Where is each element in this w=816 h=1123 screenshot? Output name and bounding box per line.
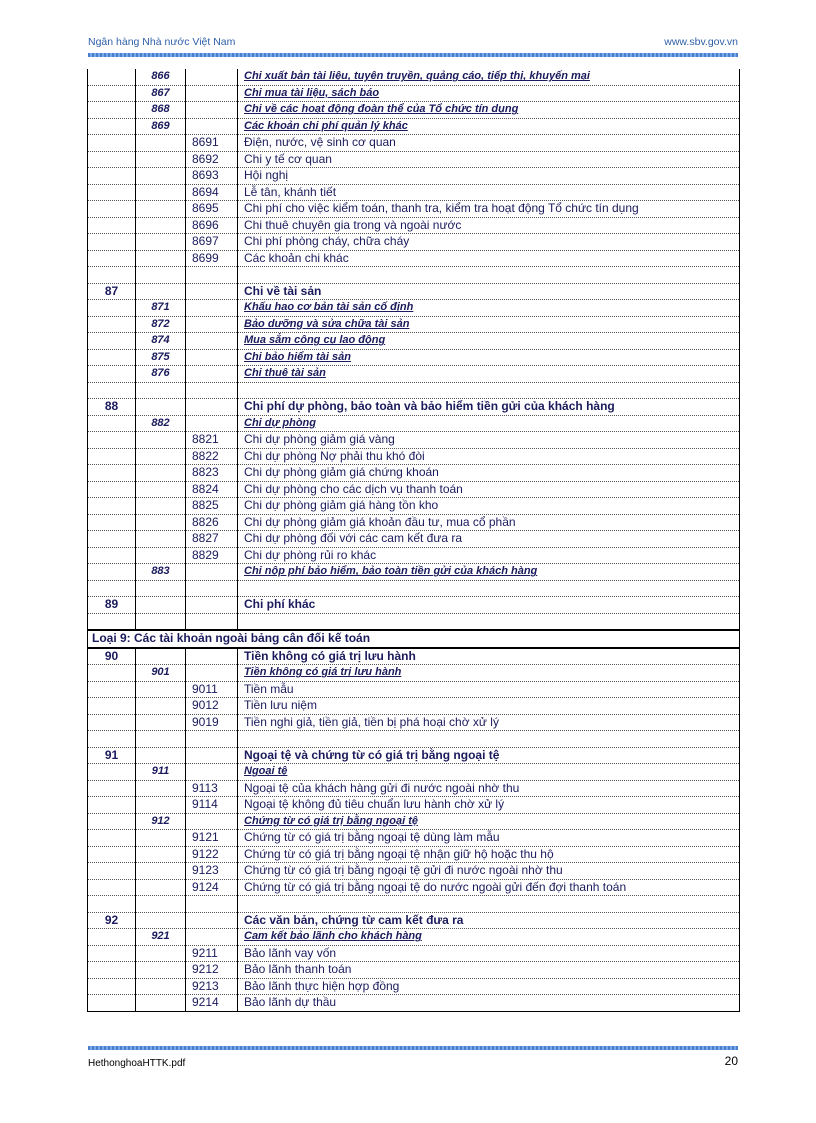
account-level1-cell: [88, 250, 136, 267]
account-level1-cell: [88, 102, 136, 119]
table-row: [88, 300, 740, 317]
account-level3-cell: [186, 597, 238, 614]
account-name-cell: Bảo lãnh thực hiện hợp đồng: [238, 978, 740, 995]
account-level2-cell: 882: [136, 415, 186, 432]
table-row: [88, 267, 740, 284]
account-level2-cell: [136, 382, 186, 399]
account-level3-cell: 8822: [186, 448, 238, 465]
account-name-cell: Chứng từ có giá trị bằng ngoại tệ dùng làm mẫu: [238, 830, 740, 847]
account-name-cell: Chi dự phòng rủi ro khác: [238, 547, 740, 564]
table-row: [88, 514, 740, 531]
table-row: [88, 415, 740, 432]
table-row: [88, 597, 740, 614]
account-level1-cell: [88, 85, 136, 102]
account-level3-cell: [186, 267, 238, 284]
account-level2-cell: [136, 250, 186, 267]
account-name-cell: Chi thuê tài sản: [238, 366, 740, 383]
account-name-cell: Chi phí cho việc kiểm toán, thanh tra, kiểm tra hoạt động Tổ chức tín dụng: [238, 201, 740, 218]
account-level3-cell: 8694: [186, 184, 238, 201]
account-name-cell: Tiền nghi giả, tiền giả, tiền bị phá hoại chờ xử lý: [238, 714, 740, 731]
account-level3-cell: 9212: [186, 962, 238, 979]
account-name-cell: Chi dự phòng: [238, 415, 740, 432]
account-name-cell: Chứng từ có giá trị bằng ngoại tệ gửi đi nước ngoài nhờ thu: [238, 863, 740, 880]
account-level3-cell: [186, 333, 238, 350]
account-level3-cell: 9114: [186, 797, 238, 814]
account-level3-cell: [186, 399, 238, 416]
account-level3-cell: 9012: [186, 698, 238, 715]
account-level2-cell: [136, 747, 186, 764]
table-row: [88, 118, 740, 135]
account-level3-cell: [186, 580, 238, 597]
account-level1-cell: [88, 731, 136, 748]
account-name-cell: Bảo dưỡng và sửa chữa tài sản: [238, 316, 740, 333]
table-row: [88, 283, 740, 300]
account-level2-cell: [136, 731, 186, 748]
table-row: [88, 366, 740, 383]
account-level1-cell: [88, 580, 136, 597]
table-row: [88, 234, 740, 251]
account-name-cell: [238, 896, 740, 913]
account-level3-cell: 8827: [186, 531, 238, 548]
table-row: [88, 498, 740, 515]
account-level2-cell: [136, 962, 186, 979]
page-header: [88, 36, 738, 52]
account-level1-cell: [88, 382, 136, 399]
account-level1-cell: [88, 316, 136, 333]
account-level1-cell: [88, 349, 136, 366]
table-row: [88, 349, 740, 366]
table-row: [88, 448, 740, 465]
table-row: [88, 929, 740, 946]
account-level2-cell: 876: [136, 366, 186, 383]
account-level1-cell: [88, 201, 136, 218]
account-level3-cell: [186, 118, 238, 135]
account-level3-cell: [186, 366, 238, 383]
table-row: [88, 945, 740, 962]
account-level1-cell: [88, 613, 136, 630]
account-level1-cell: [88, 481, 136, 498]
account-level3-cell: [186, 813, 238, 830]
account-level1-cell: 89: [88, 597, 136, 614]
table-row: [88, 731, 740, 748]
account-level3-cell: [186, 912, 238, 929]
account-name-cell: Bảo lãnh thanh toán: [238, 962, 740, 979]
account-level2-cell: [136, 399, 186, 416]
account-name-cell: Chứng từ có giá trị bằng ngoại tệ: [238, 813, 740, 830]
account-name-cell: Chi phí dự phòng, bảo toàn và bảo hiểm tiền gửi của khách hàng: [238, 399, 740, 416]
account-level2-cell: [136, 797, 186, 814]
header-rule: [88, 53, 738, 57]
table-row: [88, 780, 740, 797]
account-level3-cell: [186, 69, 238, 85]
account-name-cell: [238, 267, 740, 284]
account-level2-cell: [136, 432, 186, 449]
account-name-cell: Ngoại tệ của khách hàng gửi đi nước ngoài nhờ thu: [238, 780, 740, 797]
table-row: [88, 863, 740, 880]
account-level1-cell: [88, 151, 136, 168]
table-row: [88, 333, 740, 350]
account-name-cell: Tiền không có giá trị lưu hành: [238, 648, 740, 665]
account-level3-cell: [186, 764, 238, 781]
account-level1-cell: 92: [88, 912, 136, 929]
account-level2-cell: 871: [136, 300, 186, 317]
account-name-cell: Chi xuất bản tài liệu, tuyên truyền, quảng cáo, tiếp thị, khuyến mại: [238, 69, 740, 85]
account-level3-cell: 8826: [186, 514, 238, 531]
account-level2-cell: [136, 580, 186, 597]
account-level1-cell: [88, 465, 136, 482]
account-level1-cell: 90: [88, 648, 136, 665]
account-level1-cell: [88, 366, 136, 383]
account-level2-cell: [136, 978, 186, 995]
account-level2-cell: [136, 184, 186, 201]
account-level3-cell: [186, 415, 238, 432]
account-level2-cell: [136, 714, 186, 731]
account-level3-cell: [186, 349, 238, 366]
table-row: [88, 85, 740, 102]
account-level3-cell: 9122: [186, 846, 238, 863]
account-level2-cell: [136, 514, 186, 531]
account-level3-cell: [186, 300, 238, 317]
table-row: [88, 764, 740, 781]
account-level1-cell: [88, 978, 136, 995]
account-level1-cell: [88, 300, 136, 317]
header-right-url: www.sbv.gov.vn: [664, 36, 738, 48]
table-row: [88, 896, 740, 913]
account-level3-cell: [186, 648, 238, 665]
account-level3-cell: [186, 316, 238, 333]
account-level2-cell: [136, 498, 186, 515]
account-name-cell: Chi dự phòng đối với các cam kết đưa ra: [238, 531, 740, 548]
account-level2-cell: 867: [136, 85, 186, 102]
table-row: [88, 168, 740, 185]
table-row: [88, 648, 740, 665]
account-name-cell: Điện, nước, vệ sinh cơ quan: [238, 135, 740, 152]
table-row: [88, 747, 740, 764]
account-name-cell: Khấu hao cơ bản tài sản cố định: [238, 300, 740, 317]
account-level1-cell: [88, 780, 136, 797]
table-row: [88, 813, 740, 830]
account-level1-cell: [88, 714, 136, 731]
table-row: [88, 382, 740, 399]
account-level2-cell: [136, 863, 186, 880]
account-level1-cell: [88, 896, 136, 913]
account-level1-cell: 91: [88, 747, 136, 764]
account-level2-cell: [136, 830, 186, 847]
footer-rule: [88, 1046, 738, 1050]
account-level1-cell: [88, 879, 136, 896]
account-name-cell: Chi về tài sản: [238, 283, 740, 300]
account-level1-cell: [88, 830, 136, 847]
account-level2-cell: [136, 780, 186, 797]
account-level3-cell: 8695: [186, 201, 238, 218]
table-row: [88, 681, 740, 698]
account-level1-cell: [88, 945, 136, 962]
account-name-cell: Ngoại tệ và chứng từ có giá trị bằng ngoại tệ: [238, 747, 740, 764]
account-level2-cell: 872: [136, 316, 186, 333]
account-name-cell: [238, 580, 740, 597]
account-name-cell: Ngoại tệ không đủ tiêu chuẩn lưu hành chờ xử lý: [238, 797, 740, 814]
table-row: [88, 995, 740, 1012]
account-name-cell: Các khoản chi khác: [238, 250, 740, 267]
account-name-cell: Các khoản chi phí quản lý khác: [238, 118, 740, 135]
account-level3-cell: 9121: [186, 830, 238, 847]
account-level3-cell: 8691: [186, 135, 238, 152]
account-level2-cell: [136, 448, 186, 465]
table-row: [88, 846, 740, 863]
account-name-cell: Tiền mẫu: [238, 681, 740, 698]
account-level3-cell: 9124: [186, 879, 238, 896]
account-level1-cell: [88, 415, 136, 432]
account-level1-cell: [88, 846, 136, 863]
table-row: [88, 698, 740, 715]
table-row: [88, 217, 740, 234]
account-level1-cell: [88, 448, 136, 465]
table-row: [88, 613, 740, 630]
account-level3-cell: 9214: [186, 995, 238, 1012]
account-name-cell: Lễ tân, khánh tiết: [238, 184, 740, 201]
account-level3-cell: 8825: [186, 498, 238, 515]
account-level1-cell: [88, 698, 136, 715]
account-level2-cell: [136, 168, 186, 185]
account-level3-cell: 9113: [186, 780, 238, 797]
account-name-cell: Chi y tế cơ quan: [238, 151, 740, 168]
account-table: [87, 69, 740, 1012]
account-level2-cell: [136, 465, 186, 482]
account-level3-cell: 9211: [186, 945, 238, 962]
account-level2-cell: [136, 995, 186, 1012]
account-level1-cell: [88, 547, 136, 564]
account-level2-cell: [136, 896, 186, 913]
account-level2-cell: 883: [136, 564, 186, 581]
account-level3-cell: 8823: [186, 465, 238, 482]
table-row: [88, 580, 740, 597]
account-name-cell: [238, 731, 740, 748]
account-level1-cell: 87: [88, 283, 136, 300]
account-level1-cell: [88, 531, 136, 548]
account-name-cell: Chi dự phòng giảm giá vàng: [238, 432, 740, 449]
account-level1-cell: [88, 69, 136, 85]
account-name-cell: Chi bảo hiểm tài sản: [238, 349, 740, 366]
account-name-cell: Hội nghị: [238, 168, 740, 185]
table-row: [88, 830, 740, 847]
table-row: [88, 102, 740, 119]
section-header-row: [88, 630, 740, 648]
account-level2-cell: [136, 846, 186, 863]
account-level2-cell: [136, 547, 186, 564]
account-level3-cell: 8697: [186, 234, 238, 251]
account-level1-cell: [88, 665, 136, 682]
account-level1-cell: [88, 514, 136, 531]
account-level3-cell: [186, 102, 238, 119]
account-level3-cell: [186, 283, 238, 300]
account-level2-cell: [136, 234, 186, 251]
account-level3-cell: 8824: [186, 481, 238, 498]
account-table-body: [88, 69, 740, 1011]
account-name-cell: Cam kết bảo lãnh cho khách hàng: [238, 929, 740, 946]
account-level2-cell: 901: [136, 665, 186, 682]
account-level2-cell: 868: [136, 102, 186, 119]
account-level2-cell: [136, 151, 186, 168]
account-level1-cell: [88, 764, 136, 781]
table-row: [88, 316, 740, 333]
account-level1-cell: [88, 813, 136, 830]
account-name-cell: [238, 613, 740, 630]
account-level3-cell: [186, 896, 238, 913]
account-name-cell: Chi dự phòng giảm giá hàng tồn kho: [238, 498, 740, 515]
account-level3-cell: 8696: [186, 217, 238, 234]
table-row: [88, 962, 740, 979]
table-row: [88, 250, 740, 267]
account-level1-cell: [88, 234, 136, 251]
account-level1-cell: [88, 267, 136, 284]
account-level2-cell: 866: [136, 69, 186, 85]
account-level1-cell: [88, 432, 136, 449]
account-name-cell: Tiền không có giá trị lưu hành: [238, 665, 740, 682]
table-row: [88, 184, 740, 201]
section-header-cell: Loại 9: Các tài khoản ngoài bảng cân đối kế toán: [88, 630, 740, 648]
table-row: [88, 481, 740, 498]
account-level2-cell: 874: [136, 333, 186, 350]
table-row: [88, 465, 740, 482]
account-name-cell: Chi dự phòng giảm giá chứng khoán: [238, 465, 740, 482]
account-level1-cell: [88, 962, 136, 979]
table-row: [88, 201, 740, 218]
account-name-cell: Bảo lãnh dự thầu: [238, 995, 740, 1012]
account-level2-cell: [136, 597, 186, 614]
table-row: [88, 432, 740, 449]
account-name-cell: Chi dự phòng giảm giá khoản đầu tư, mua cổ phần: [238, 514, 740, 531]
account-level3-cell: 8821: [186, 432, 238, 449]
account-level1-cell: [88, 863, 136, 880]
account-level1-cell: [88, 333, 136, 350]
account-level2-cell: [136, 698, 186, 715]
account-name-cell: Mua sắm công cụ lao động: [238, 333, 740, 350]
account-level2-cell: [136, 681, 186, 698]
account-name-cell: Ngoại tệ: [238, 764, 740, 781]
header-left-text: Ngân hàng Nhà nước Việt Nam: [88, 36, 236, 48]
account-level1-cell: [88, 797, 136, 814]
account-name-cell: Chi dự phòng Nợ phải thu khó đòi: [238, 448, 740, 465]
table-row: [88, 151, 740, 168]
account-level2-cell: [136, 648, 186, 665]
account-level2-cell: [136, 267, 186, 284]
account-name-cell: Chứng từ có giá trị bằng ngoại tệ do nước ngoài gửi đến đợi thanh toán: [238, 879, 740, 896]
account-level1-cell: [88, 681, 136, 698]
account-level2-cell: [136, 945, 186, 962]
account-name-cell: Chi về các hoạt động đoàn thể của Tổ chức tín dụng: [238, 102, 740, 119]
account-level3-cell: 8693: [186, 168, 238, 185]
account-level3-cell: 9019: [186, 714, 238, 731]
table-row: [88, 69, 740, 85]
account-name-cell: Chi phí phòng cháy, chữa cháy: [238, 234, 740, 251]
account-level3-cell: 9011: [186, 681, 238, 698]
account-level3-cell: 9123: [186, 863, 238, 880]
account-level1-cell: [88, 498, 136, 515]
account-level2-cell: [136, 217, 186, 234]
account-level1-cell: [88, 118, 136, 135]
account-level3-cell: [186, 929, 238, 946]
account-name-cell: Bảo lãnh vay vốn: [238, 945, 740, 962]
table-row: [88, 912, 740, 929]
account-level3-cell: 8699: [186, 250, 238, 267]
table-row: [88, 879, 740, 896]
account-level2-cell: [136, 283, 186, 300]
account-level1-cell: [88, 168, 136, 185]
account-name-cell: Chứng từ có giá trị bằng ngoại tệ nhận giữ hộ hoặc thu hộ: [238, 846, 740, 863]
account-level1-cell: [88, 217, 136, 234]
account-name-cell: Chi thuê chuyên gia trong và ngoài nước: [238, 217, 740, 234]
account-name-cell: Chi dự phòng cho các dịch vụ thanh toán: [238, 481, 740, 498]
table-row: [88, 564, 740, 581]
table-row: [88, 135, 740, 152]
account-level2-cell: 912: [136, 813, 186, 830]
account-level3-cell: [186, 382, 238, 399]
account-level1-cell: [88, 929, 136, 946]
account-name-cell: Chi nộp phí bảo hiểm, bảo toàn tiền gửi của khách hàng: [238, 564, 740, 581]
table-row: [88, 714, 740, 731]
account-level3-cell: 9213: [186, 978, 238, 995]
table-row: [88, 665, 740, 682]
account-level1-cell: [88, 564, 136, 581]
account-level2-cell: [136, 613, 186, 630]
account-level3-cell: [186, 85, 238, 102]
account-level2-cell: 875: [136, 349, 186, 366]
page-number: 20: [724, 1054, 738, 1068]
account-level2-cell: 911: [136, 764, 186, 781]
account-level2-cell: [136, 201, 186, 218]
account-name-cell: Chi mua tài liệu, sách báo: [238, 85, 740, 102]
table-row: [88, 531, 740, 548]
account-level3-cell: 8692: [186, 151, 238, 168]
account-name-cell: Các văn bản, chứng từ cam kết đưa ra: [238, 912, 740, 929]
table-row: [88, 797, 740, 814]
account-level3-cell: [186, 564, 238, 581]
account-level2-cell: [136, 912, 186, 929]
account-level2-cell: [136, 481, 186, 498]
account-level3-cell: [186, 731, 238, 748]
account-level1-cell: [88, 184, 136, 201]
account-level1-cell: [88, 995, 136, 1012]
account-name-cell: Tiền lưu niệm: [238, 698, 740, 715]
footer-filename: HethonghoaHTTK.pdf: [88, 1058, 186, 1069]
account-level2-cell: [136, 879, 186, 896]
account-level3-cell: [186, 665, 238, 682]
account-level2-cell: [136, 531, 186, 548]
account-name-cell: [238, 382, 740, 399]
account-level3-cell: [186, 747, 238, 764]
account-name-cell: Chi phí khác: [238, 597, 740, 614]
table-row: [88, 978, 740, 995]
table-row: [88, 547, 740, 564]
account-level2-cell: [136, 135, 186, 152]
account-level1-cell: 88: [88, 399, 136, 416]
table-row: [88, 399, 740, 416]
account-level2-cell: 921: [136, 929, 186, 946]
account-level1-cell: [88, 135, 136, 152]
account-level3-cell: [186, 613, 238, 630]
account-level2-cell: 869: [136, 118, 186, 135]
account-level3-cell: 8829: [186, 547, 238, 564]
